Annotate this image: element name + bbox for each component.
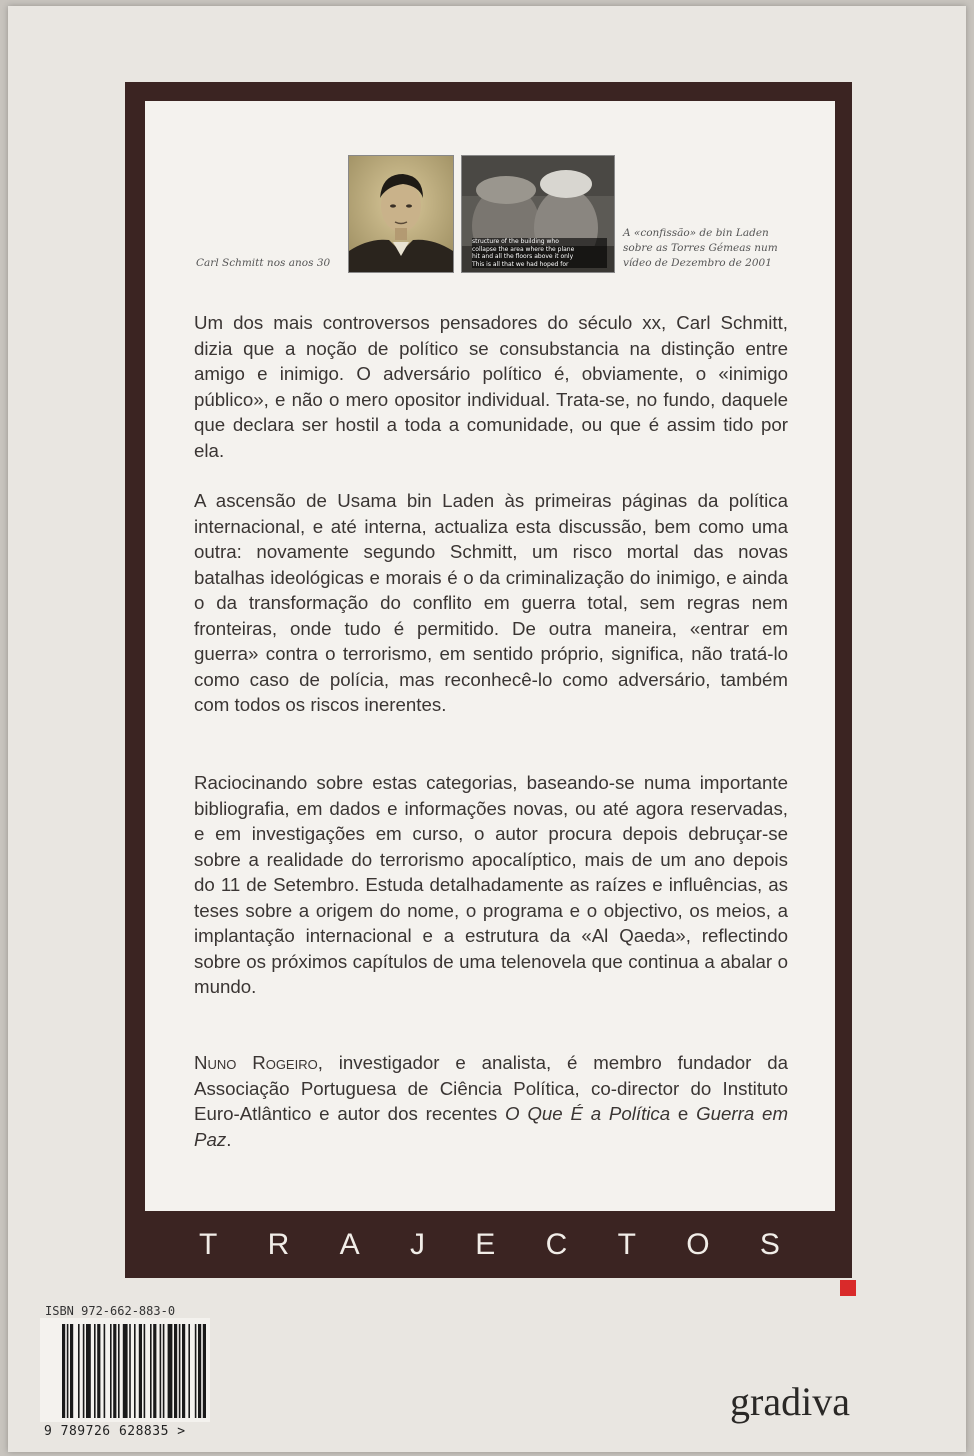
barcode-digits: 9 789726 628835 > [44, 1424, 186, 1439]
publisher-logo: gradiva [730, 1379, 850, 1424]
period: . [226, 1128, 232, 1150]
barcode-bar [67, 1324, 69, 1418]
bin-laden-caption [623, 226, 798, 271]
series-letter: S [759, 1228, 780, 1261]
barcode-bar [160, 1324, 162, 1418]
barcode-bar [174, 1324, 177, 1418]
barcode-bar [182, 1324, 185, 1418]
barcode-bar [86, 1324, 91, 1418]
series-title [125, 1212, 852, 1278]
barcode-bar [129, 1324, 131, 1418]
series-letter: E [475, 1228, 496, 1261]
caption-line: vídeo de Dezembro de 2001 [623, 257, 772, 269]
barcode-bar [118, 1324, 120, 1418]
barcode-bar [83, 1324, 85, 1418]
barcode-bar [198, 1324, 201, 1418]
barcode-bar [179, 1324, 181, 1418]
barcode-bar [188, 1324, 190, 1418]
author-bio [194, 1050, 788, 1152]
barcode-bar [78, 1324, 80, 1418]
series-letter: J [409, 1228, 425, 1261]
series-letter: O [686, 1228, 710, 1261]
barcode-bar [62, 1324, 65, 1418]
author-bio-text: , investigador e analista, é membro fundador da Associação Portuguesa de Ciência Política, co-director do Instituto Euro-Atlântico e autor dos recentes [194, 1052, 788, 1124]
barcode-bar [134, 1324, 136, 1418]
barcode-bar [113, 1324, 116, 1418]
barcode-bar [139, 1324, 142, 1418]
video-subtitles [472, 238, 607, 268]
barcode-bar [153, 1324, 156, 1418]
subtitle-line: structure of the building who [472, 238, 559, 245]
caption-line: sobre as Torres Gémeas num [623, 242, 778, 254]
barcode-bar [168, 1324, 173, 1418]
series-letter: A [339, 1228, 360, 1261]
barcode-bar [110, 1324, 112, 1418]
barcode-bar [104, 1324, 106, 1418]
conjunction: e [670, 1103, 697, 1124]
barcode-bar [70, 1324, 73, 1418]
red-square-mark [840, 1280, 856, 1296]
book-title-1: O Que É a Política [505, 1103, 671, 1124]
barcode-bar [94, 1324, 96, 1418]
barcode-bar [123, 1324, 128, 1418]
series-letter: T [199, 1228, 218, 1261]
barcode-bar [150, 1324, 152, 1418]
paragraph-1: Um dos mais controversos pensadores do século xx, Carl Schmitt, dizia que a noção de político se consubstancia na distinção entre amigo e inimigo. O adversário político é, obviamente, o «inimigo público», e não o mero opositor individual. Trata-se, no fundo, daquele que declara ser hostil a toda a comunidade, ou que é assim tido por ela. [194, 312, 788, 461]
subtitle-line: This is all that we had hoped for [472, 260, 569, 268]
series-letter: T [617, 1228, 636, 1261]
isbn-label: ISBN 972-662-883-0 [45, 1304, 176, 1318]
barcode-bar [195, 1324, 197, 1418]
subtitle-line: hit and all the floors above it only [472, 253, 574, 260]
caption-line: A «confissão» de bin Laden [623, 227, 769, 239]
series-letter: R [267, 1228, 290, 1261]
paragraph-3: Raciocinando sobre estas categorias, baseando-se numa importante bibliografia, em dados e informações novas, ou até agora reservadas, e em investigações em curso, o autor procura depois debruçar-se sobre a realidade do terrorismo apocalíptico, mais de um ano depois do 11 de Setembro. Estuda detalhadamente as raízes e influências, as teses sobre a origem do nome, o programa e o objectivo, os meios, a implantação internacional e a estrutura da «Al Qaeda», reflectindo sobre os próximos capítulos de uma telenovela que continua a abalar o mundo. [194, 772, 788, 997]
paragraph-2: A ascensão de Usama bin Laden às primeiras páginas da política internacional, e até interna, actualiza esta discussão, bem como uma outra: novamente segundo Schmitt, um risco mortal das novas batalhas ideológicas e morais é o da criminalização do inimigo, e ainda o da transformação do conflito em guerra total, sem regras nem fronteiras, onde tudo é permitido. De outra maneira, «entrar em guerra» contra o terrorismo, em sentido próprio, significa, não tratá-lo como caso de polícia, mas reconhecê-lo como adversário, também com todos os riscos inerentes. [194, 490, 788, 715]
barcode-bar [203, 1324, 206, 1418]
series-letter: C [545, 1228, 568, 1261]
book-title-2: Guerra em Paz [194, 1103, 789, 1150]
subtitle-line: collapse the area where the plane [472, 245, 575, 253]
barcode-bar [163, 1324, 165, 1418]
barcode-bar [144, 1324, 146, 1418]
schmitt-portrait [348, 155, 454, 273]
schmitt-caption: Carl Schmitt nos anos 30 [196, 257, 331, 269]
barcode-bar [97, 1324, 100, 1418]
author-name: Nuno Rogeiro [194, 1052, 318, 1073]
